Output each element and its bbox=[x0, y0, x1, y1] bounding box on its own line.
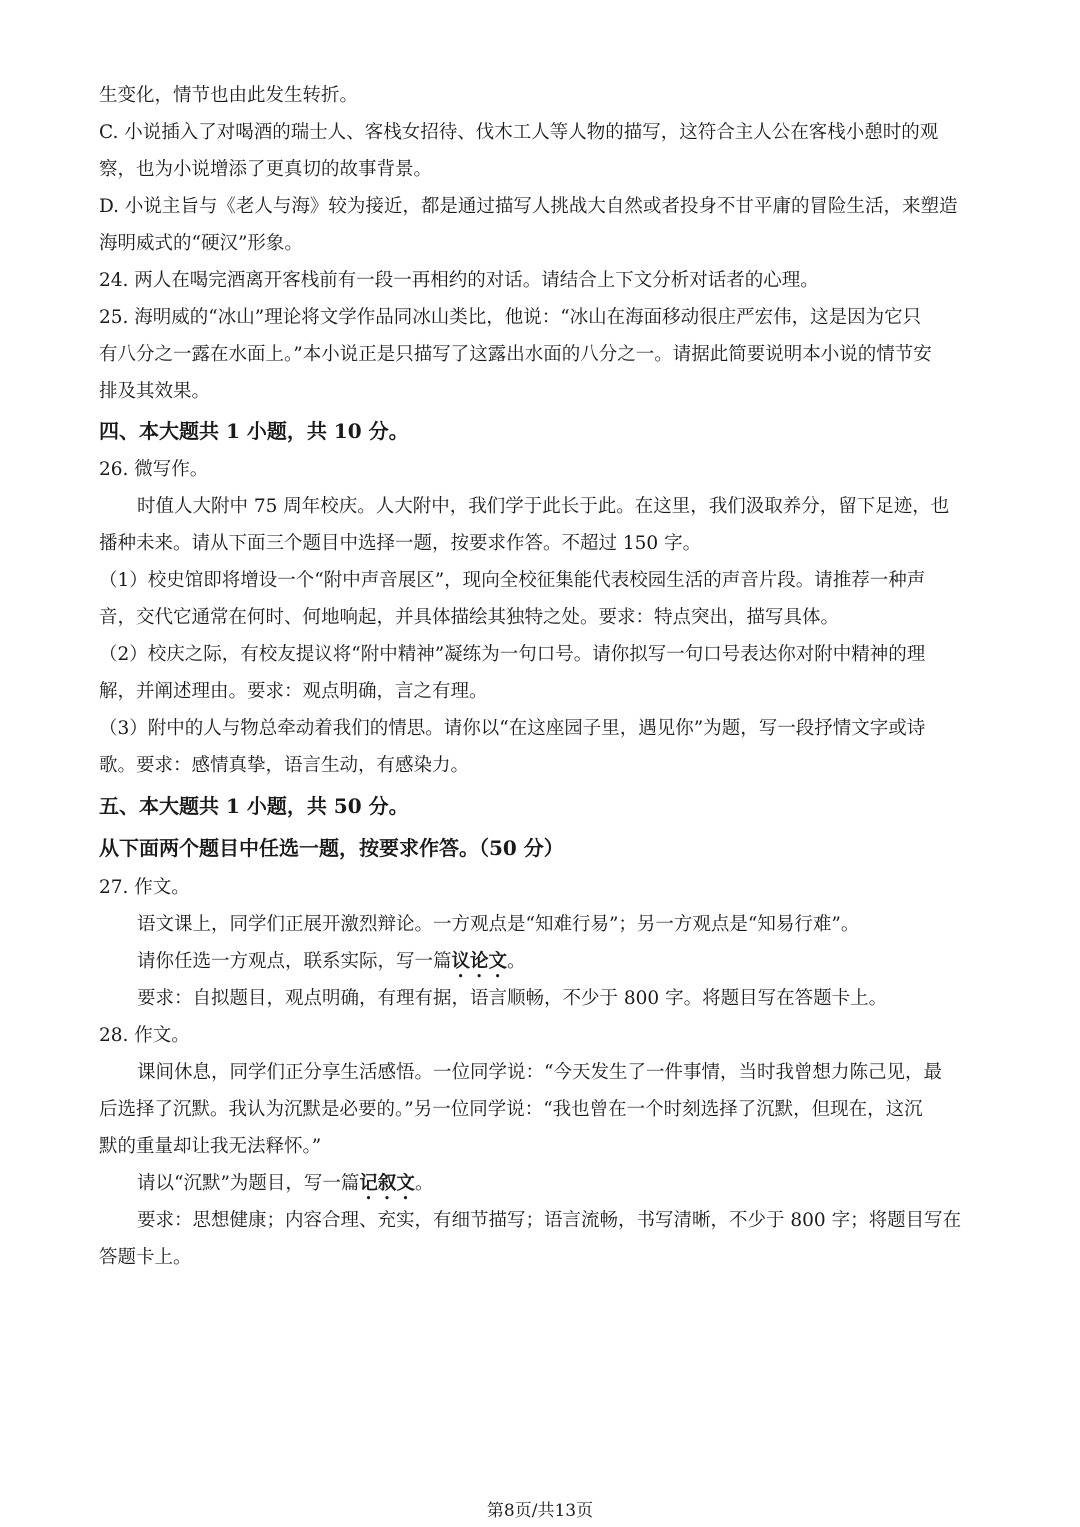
question-26-title: 26. 微写作。 bbox=[99, 459, 209, 480]
question-26-option2-line1: （2）校庆之际，有校友提议将“附中精神”凝练为一句口号。请你拟写一句口号表达你对附中精神的理 bbox=[99, 644, 926, 665]
question-27-task-text: 请你任选一方观点，联系实际，写一篇 bbox=[137, 951, 452, 972]
question-26-option3-line2: 歌。要求：感情真挚，语言生动，有感染力。 bbox=[99, 755, 470, 776]
question-28-title: 28. 作文。 bbox=[99, 1025, 190, 1046]
question-24: 24. 两人在喝完酒离开客栈前有一段一再相约的对话。请结合上下文分析对话者的心理。 bbox=[99, 270, 819, 291]
page-number: 第8页/共13页 bbox=[486, 1501, 594, 1521]
option-c-line1: C. 小说插入了对喝酒的瑞士人、客栈女招待、伐木工人等人物的描写，这符合主人公在客栈小憩时的观 bbox=[99, 122, 939, 143]
question-25-line1: 25. 海明威的“冰山”理论将文学作品同冰山类比，他说：“冰山在海面移动很庄严宏伟，这是因为它只 bbox=[99, 307, 922, 328]
question-28-task-end: 。 bbox=[414, 1173, 434, 1194]
option-b-tail: 生变化，情节也由此发生转折。 bbox=[99, 85, 359, 106]
question-26-option1-line1: （1）校史馆即将增设一个“附中声音展区”，现向全校征集能代表校园生活的声音片段。请推荐一种声 bbox=[99, 570, 926, 591]
option-d-line1: D. 小说主旨与《老人与海》较为接近，都是通过描写人挑战大自然或者投身不甘平庸的冒险生活，来塑造 bbox=[99, 196, 958, 217]
question-28-task-text: 请以“沉默”为题目，写一篇 bbox=[137, 1173, 360, 1194]
question-28-task bbox=[137, 1171, 433, 1204]
question-28-genre: 记叙文 bbox=[359, 1173, 415, 1194]
question-28-requirements-line2: 答题卡上。 bbox=[99, 1247, 192, 1268]
question-25-line2: 有八分之一露在水面上。”本小说正是只描写了这露出水面的八分之一。请据此简要说明本小说的情节安 bbox=[99, 344, 932, 365]
question-27-requirements: 要求：自拟题目，观点明确，有理有据，语言顺畅，不少于 800 字。将题目写在答题卡上。 bbox=[137, 988, 888, 1009]
question-28-requirements-line1: 要求：思想健康；内容合理、充实，有细节描写；语言流畅，书写清晰，不少于 800 字；将题目写在 bbox=[137, 1210, 962, 1231]
section-5-heading: 五、本大题共 1 小题，共 50 分。 bbox=[99, 794, 409, 818]
question-27-task bbox=[137, 949, 526, 982]
question-26-option1-line2: 音，交代它通常在何时、何地响起，并具体描绘其独特之处。要求：特点突出，描写具体。 bbox=[99, 607, 840, 628]
option-c-line2: 察，也为小说增添了更真切的故事背景。 bbox=[99, 159, 433, 180]
question-27-prompt: 语文课上，同学们正展开激烈辩论。一方观点是“知难行易”；另一方观点是“知易行难”。 bbox=[137, 914, 860, 935]
question-26-option3-line1: （3）附中的人与物总牵动着我们的情思。请你以“在这座园子里，遇见你”为题，写一段抒情文字或诗 bbox=[99, 718, 926, 739]
question-26-intro-line2: 播种未来。请从下面三个题目中选择一题，按要求作答。不超过 150 字。 bbox=[99, 533, 702, 554]
question-27-genre: 议论文 bbox=[451, 951, 508, 972]
option-d-line2: 海明威式的“硬汉”形象。 bbox=[99, 233, 303, 254]
question-26-intro-line1: 时值人大附中 75 周年校庆。人大附中，我们学于此长于此。在这里，我们汲取养分，留下足迹，也 bbox=[137, 496, 950, 517]
question-28-prompt-line2: 后选择了沉默。我认为沉默是必要的。”另一位同学说：“我也曾在一个时刻选择了沉默，但现在，这沉 bbox=[99, 1099, 923, 1120]
question-27-task-end: 。 bbox=[507, 951, 526, 972]
question-25-line3: 排及其效果。 bbox=[99, 381, 211, 402]
question-26-option2-line2: 解，并阐述理由。要求：观点明确，言之有理。 bbox=[99, 681, 488, 702]
question-28-prompt-line3: 默的重量却让我无法释怀。” bbox=[99, 1136, 322, 1157]
question-27-title: 27. 作文。 bbox=[99, 877, 190, 898]
section-5-instruction: 从下面两个题目中任选一题，按要求作答。（50 分） bbox=[99, 836, 564, 860]
section-4-heading: 四、本大题共 1 小题，共 10 分。 bbox=[99, 419, 409, 443]
question-28-prompt-line1: 课间休息，同学们正分享生活感悟。一位同学说：“今天发生了一件事情，当时我曾想力陈己见，最 bbox=[137, 1062, 942, 1083]
